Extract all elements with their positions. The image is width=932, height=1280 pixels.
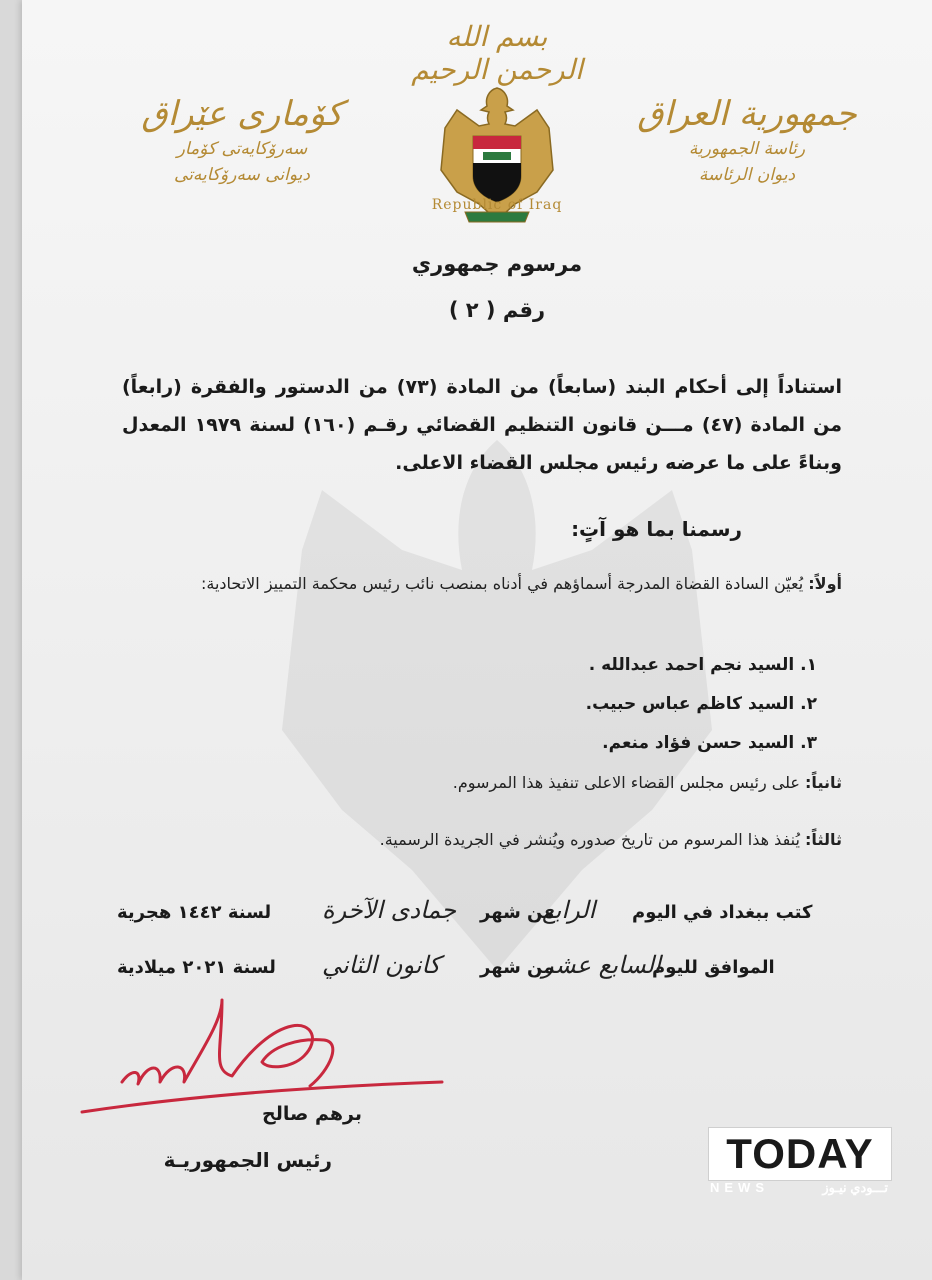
article-third-text: يُنفذ هذا المرسوم من تاريخ صدوره ويُنشر في الجريدة الرسمية. <box>379 830 800 849</box>
hijri-day-handwritten: الرابع <box>542 896 596 924</box>
decree-line: رسمنا بما هو آتٍ: <box>571 517 742 541</box>
emblem-caption: Republic of Iraq <box>431 197 563 213</box>
article-second-label: ثانياً: <box>805 773 842 792</box>
list-item: ٢. السيد كاظم عباس حبيب. <box>585 694 817 714</box>
header-left-line-2: سەرۆکایەتی کۆمار <box>176 139 308 159</box>
signatory-title: رئيس الجمهوريـة <box>163 1148 332 1172</box>
article-first-label: أولاً: <box>808 574 842 593</box>
header-right-line-1: جمهورية العراق <box>637 94 857 134</box>
article-first-text: يُعيّن السادة القضاة المدرجة أسماؤهم في أدناه بمنصب نائب رئيس محكمة التمييز الاتحادية: <box>200 574 804 593</box>
hijri-date-prefix: كتب ببغداد في اليوم <box>632 902 813 923</box>
header-left-kurdish <box>117 92 367 188</box>
logo-sub-english: NEWS <box>710 1180 769 1195</box>
article-second-text: على رئيس مجلس القضاء الاعلى تنفيذ هذا المرسوم. <box>452 773 800 792</box>
gregorian-date-prefix: الموافق لليوم <box>652 957 775 978</box>
article-third <box>272 830 842 849</box>
hijri-month-handwritten: جمادى الآخرة <box>322 896 457 924</box>
basmala: بسم الله الرحمن الرحيم <box>411 20 583 86</box>
hijri-month-label: من شهر <box>480 902 555 923</box>
preamble-paragraph: استناداً إلى أحكام البند (سابعاً) من المادة (٧٣) من الدستور والفقرة (رابعاً) من المادة (٤٧) مـــن قانون التنظيم القضائي رقـم (١٦٠) لسنة ١٩٧٩ المعدل وبناءً على ما عرضه رئيس مجلس القضاء الاعلى. <box>122 376 842 474</box>
header-right-arabic <box>627 92 867 188</box>
eagle-emblem-icon <box>427 80 567 250</box>
gregorian-year: لسنة ٢٠٢١ ميلادية <box>117 957 276 978</box>
signatory-name: برهم صالح <box>262 1103 362 1125</box>
decree-number: رقم ( ٢ ) <box>448 298 546 322</box>
logo-word: TODAY <box>726 1130 874 1177</box>
gregorian-month-handwritten: كانون الثاني <box>322 951 441 979</box>
logo-sub-arabic: تـــودي نيـوز <box>822 1180 888 1195</box>
header-left-line-1: كۆماری عێراق <box>141 94 343 134</box>
list-item: ١. السيد نجم احمد عبدالله . <box>588 655 817 675</box>
header-right-line-2: رئاسة الجمهورية <box>688 139 806 159</box>
decree-title: مرسوم جمهوري <box>411 252 583 276</box>
decree-paper <box>22 0 932 1280</box>
today-news-logo <box>708 1127 892 1181</box>
hijri-year: لسنة ١٤٤٢ هجرية <box>117 902 272 923</box>
judge-names-list <box>452 646 817 763</box>
signature-mark <box>72 990 462 1120</box>
article-first <box>117 567 842 601</box>
gregorian-month-label: من شهر <box>480 957 555 978</box>
logo-subtitle <box>708 1180 890 1200</box>
header-left-line-3: دیوانی سەرۆکایەتی <box>174 165 310 185</box>
header-right-line-3: ديوان الرئاسة <box>698 165 796 185</box>
article-second <box>322 773 842 792</box>
gregorian-day-handwritten: السابع عشر <box>542 951 661 979</box>
list-item: ٣. السيد حسن فؤاد منعم. <box>602 733 817 753</box>
article-third-label: ثالثاً: <box>805 830 842 849</box>
